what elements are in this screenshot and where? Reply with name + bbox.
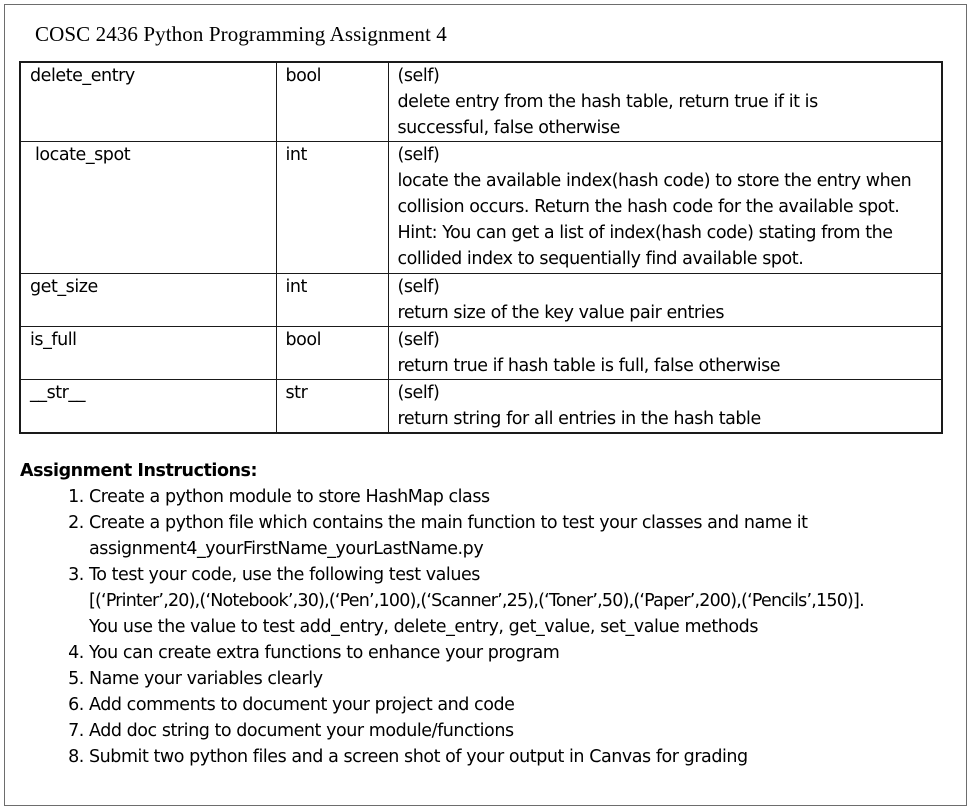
instruction-item — [89, 666, 960, 692]
method-name-cell: delete_entry — [20, 62, 276, 142]
description-line: return size of the key value pair entries — [397, 303, 725, 323]
table-row — [20, 274, 942, 327]
description-line: collided index to sequentially find available spot. — [397, 249, 804, 269]
instruction-item — [89, 718, 960, 744]
description-line: (self) — [397, 383, 440, 403]
instruction-line: [(‘Printer’,20),(‘Notebook’,30),(‘Pen’,100),(‘Scanner’,25),(‘Toner’,50),(‘Paper’,200),(‘Pencils’,150)]. — [89, 591, 864, 611]
table-row — [20, 380, 942, 434]
description-line: locate the available index(hash code) to store the entry when — [397, 171, 912, 191]
table-row — [20, 142, 942, 274]
instruction-line: 6. Add comments to document your project and code — [89, 695, 515, 715]
description-cell — [388, 274, 942, 327]
instruction-line: 8. Submit two python files and a screen shot of your output in Canvas for grading — [89, 747, 748, 767]
instruction-item — [89, 562, 960, 640]
method-name-cell: get_size — [20, 274, 276, 327]
return-type-cell: bool — [276, 62, 388, 142]
table-row — [20, 62, 942, 142]
instruction-line: 5. Name your variables clearly — [89, 669, 323, 689]
assignment-instructions — [20, 458, 960, 770]
description-line: delete entry from the hash table, return true if it is — [397, 92, 818, 112]
description-line: Hint: You can get a list of index(hash code) stating from the — [397, 223, 893, 243]
description-line: (self) — [397, 330, 440, 350]
instruction-item — [89, 692, 960, 718]
return-type-cell: str — [276, 380, 388, 434]
return-type-cell: int — [276, 142, 388, 274]
methods-table — [19, 61, 943, 434]
instruction-line: 7. Add doc string to document your module/functions — [89, 721, 514, 741]
instruction-item — [89, 484, 960, 510]
instructions-heading: Assignment Instructions: — [20, 461, 258, 481]
instruction-list — [20, 484, 960, 770]
instruction-line: assignment4_yourFirstName_yourLastName.py — [89, 539, 484, 559]
table-row — [20, 327, 942, 380]
description-line: successful, false otherwise — [397, 118, 620, 138]
description-cell — [388, 142, 942, 274]
description-cell — [388, 380, 942, 434]
description-line: (self) — [397, 145, 440, 165]
instruction-item — [89, 510, 960, 562]
description-cell — [388, 327, 942, 380]
description-line: (self) — [397, 66, 440, 86]
description-line: (self) — [397, 277, 440, 297]
return-type-cell: int — [276, 274, 388, 327]
return-type-cell: bool — [276, 327, 388, 380]
instruction-item — [89, 640, 960, 666]
description-cell — [388, 62, 942, 142]
description-line: collision occurs. Return the hash code for the available spot. — [397, 197, 900, 217]
description-line: return string for all entries in the hash table — [397, 409, 761, 429]
document-title: COSC 2436 Python Programming Assignment 4 — [35, 22, 447, 46]
instruction-item — [89, 744, 960, 770]
instruction-line: You use the value to test add_entry, delete_entry, get_value, set_value methods — [89, 617, 758, 637]
method-name-cell: locate_spot — [20, 142, 276, 274]
method-name-cell: is_full — [20, 327, 276, 380]
instruction-line: 2. Create a python file which contains the main function to test your classes and name it — [89, 513, 808, 533]
instruction-line: 3. To test your code, use the following test values — [89, 565, 480, 585]
description-line: return true if hash table is full, false otherwise — [397, 356, 781, 376]
method-name-cell: __str__ — [20, 380, 276, 434]
instruction-line: 4. You can create extra functions to enhance your program — [89, 643, 560, 663]
instruction-line: 1. Create a python module to store HashMap class — [89, 487, 490, 507]
